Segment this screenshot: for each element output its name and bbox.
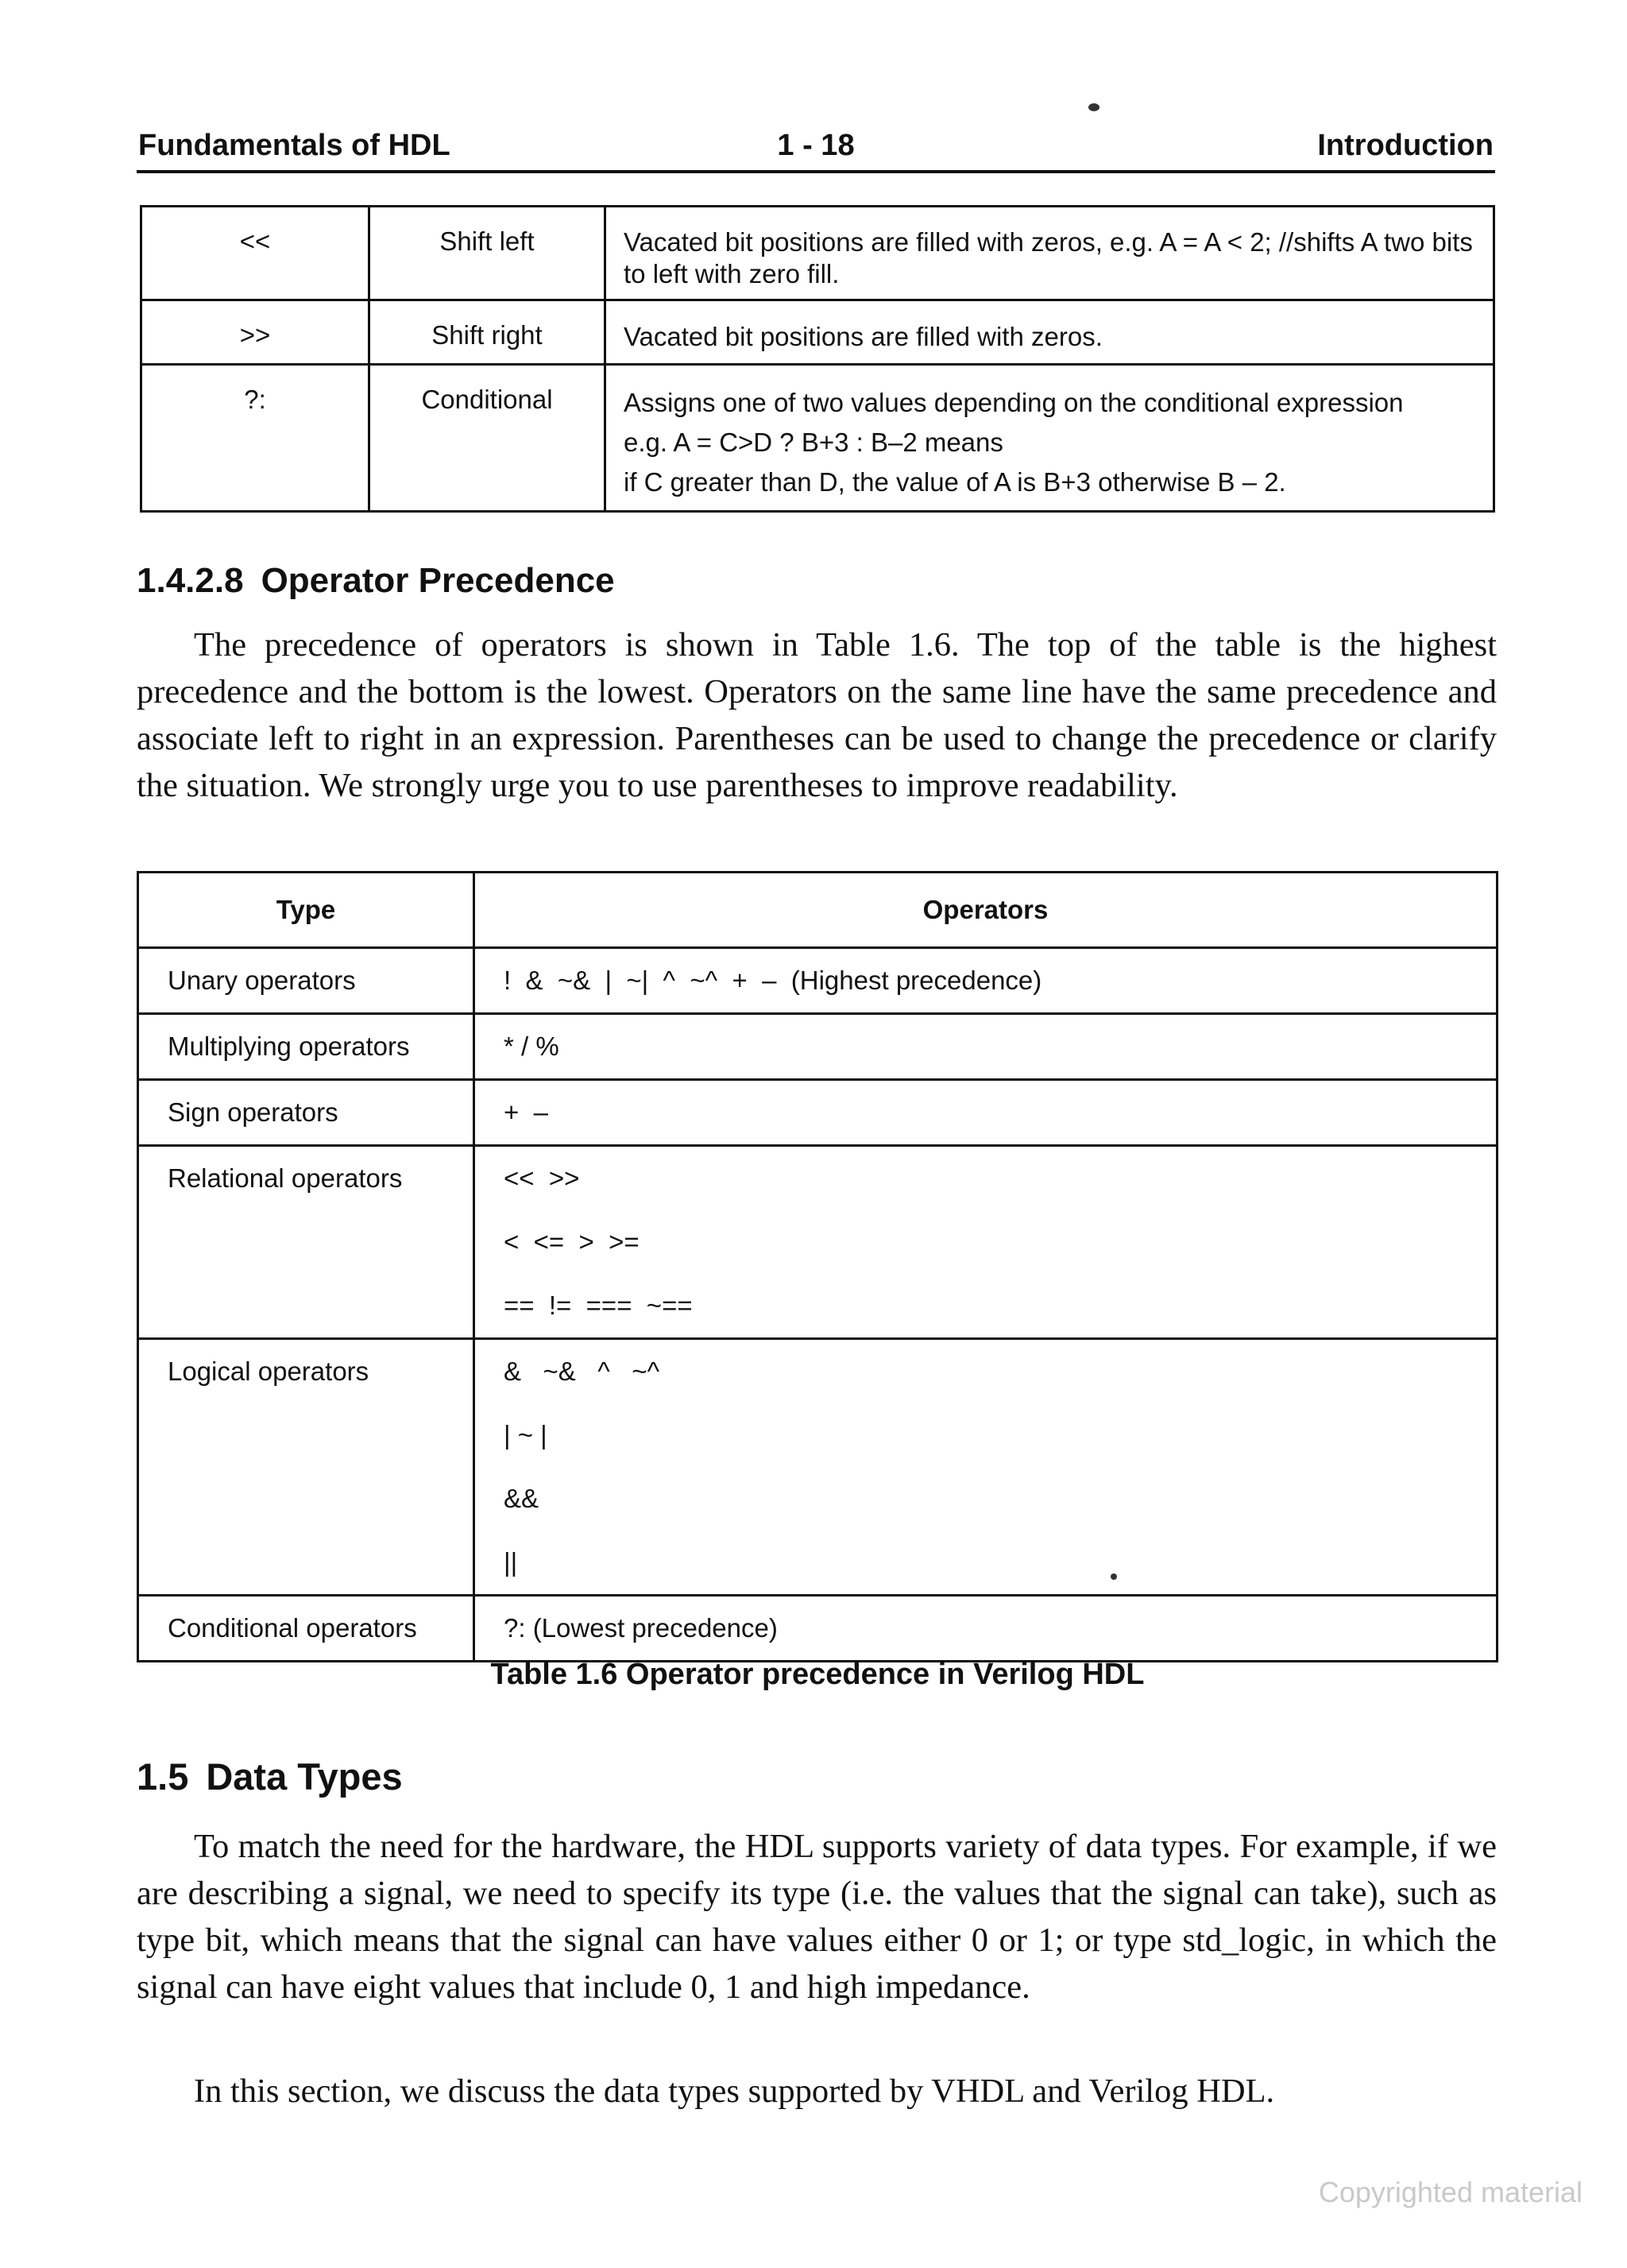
scan-speck <box>1088 103 1099 111</box>
operator-symbol: >> <box>141 300 369 365</box>
header-book-title: Fundamentals of HDL <box>138 129 450 162</box>
operator-line: ?: (Lowest precedence) <box>504 1613 778 1643</box>
operator-type-label: Sign operators <box>168 1097 338 1127</box>
operator-list <box>474 1080 1498 1146</box>
description-line: Assigns one of two values depending on the conditional expression <box>624 388 1404 417</box>
operator-symbol: ?: <box>141 365 369 512</box>
operator-list <box>474 1596 1498 1662</box>
operator-type-label: Conditional operators <box>168 1613 417 1643</box>
operator-description: Vacated bit positions are filled with zeros, e.g. A = A < 2; //shifts A two bits to left with zero fill. <box>605 207 1494 300</box>
table-row <box>138 1339 1498 1596</box>
table-row <box>138 1596 1498 1662</box>
operator-line: ! & ~& | ~| ^ ~^ + – (Highest precedence) <box>504 966 1042 995</box>
table-header-row <box>138 873 1498 948</box>
operator-list <box>474 1014 1498 1080</box>
table-row <box>141 207 1494 300</box>
operator-line: * / % <box>504 1031 559 1061</box>
description-line: if C greater than D, the value of A is B+3 otherwise B – 2. <box>624 467 1286 497</box>
description-line: e.g. A = C>D ? B+3 : B–2 means <box>624 428 1003 457</box>
paragraph-data-types-intro: In this section, we discuss the data types supported by VHDL and Verilog HDL. <box>194 2073 1275 2110</box>
operator-line: & ~& ^ ~^ <box>504 1357 660 1386</box>
operator-line: == != === ~== <box>504 1291 693 1320</box>
table-row <box>138 1080 1498 1146</box>
table-row <box>141 365 1494 512</box>
header-chapter-title: Introduction <box>1317 129 1494 162</box>
column-header-type: Type <box>138 873 474 948</box>
precedence-table <box>137 871 1498 1662</box>
operator-type <box>138 1080 474 1146</box>
section-title: Operator Precedence <box>261 561 615 600</box>
operator-list <box>474 948 1498 1014</box>
operator-type <box>138 1014 474 1080</box>
operator-description: Vacated bit positions are filled with zeros. <box>605 300 1494 365</box>
section-number: 1.5 <box>137 1755 189 1798</box>
table-caption: Table 1.6 Operator precedence in Verilog HDL <box>490 1658 1145 1691</box>
operator-name: Conditional <box>369 365 605 512</box>
operator-type-label: Relational operators <box>168 1163 403 1193</box>
table-row <box>138 1146 1498 1339</box>
operator-name: Shift left <box>369 207 605 300</box>
operator-type-label: Logical operators <box>168 1357 369 1386</box>
table-row <box>138 1014 1498 1080</box>
running-header <box>137 126 1495 173</box>
section-heading-data-types <box>137 1755 403 1798</box>
operator-symbol: << <box>141 207 369 300</box>
operator-line: && <box>504 1484 539 1513</box>
operator-type <box>138 1339 474 1596</box>
operator-type <box>138 1596 474 1662</box>
operator-type-label: Multiplying operators <box>168 1031 410 1061</box>
operator-type <box>138 1146 474 1339</box>
operator-line: || <box>504 1547 518 1577</box>
operator-line: << >> <box>504 1163 580 1193</box>
paragraph-operator-precedence: The precedence of operators is shown in Table 1.6. The top of the table is the highest precedence and the bottom is the lowest. Operators on the same line have the same precedence and associate left to right in an expression. Parentheses can be used to change the precedence or clarify the situation. We strongly urge you to use parentheses to improve readability. <box>137 626 1497 804</box>
section-heading-operator-precedence <box>137 561 615 601</box>
table-row <box>138 948 1498 1014</box>
header-page-number: 1 - 18 <box>777 129 855 162</box>
operator-list <box>474 1339 1498 1596</box>
paragraph-data-types: To match the need for the hardware, the HDL supports variety of data types. For example, if we are describing a signal, we need to specify its type (i.e. the values that the signal can take), such as type bit, which means that the signal can have values either 0 or 1; or type std_logic, in which the signal can have eight values that include 0, 1 and high impedance. <box>137 1828 1497 2006</box>
operator-description <box>605 365 1494 512</box>
section-number: 1.4.2.8 <box>137 561 244 600</box>
shift-operators-table <box>140 205 1495 513</box>
operator-type-label: Unary operators <box>168 966 356 995</box>
operator-name: Shift right <box>369 300 605 365</box>
copyright-watermark: Copyrighted material <box>1318 2176 1583 2208</box>
operator-line: < <= > >= <box>504 1227 640 1256</box>
operator-line: | ~ | <box>504 1420 547 1449</box>
operator-type <box>138 948 474 1014</box>
column-header-operators: Operators <box>474 873 1498 948</box>
operator-list <box>474 1146 1498 1339</box>
table-row <box>141 300 1494 365</box>
section-title: Data Types <box>206 1755 403 1798</box>
operator-line: + – <box>504 1097 548 1127</box>
